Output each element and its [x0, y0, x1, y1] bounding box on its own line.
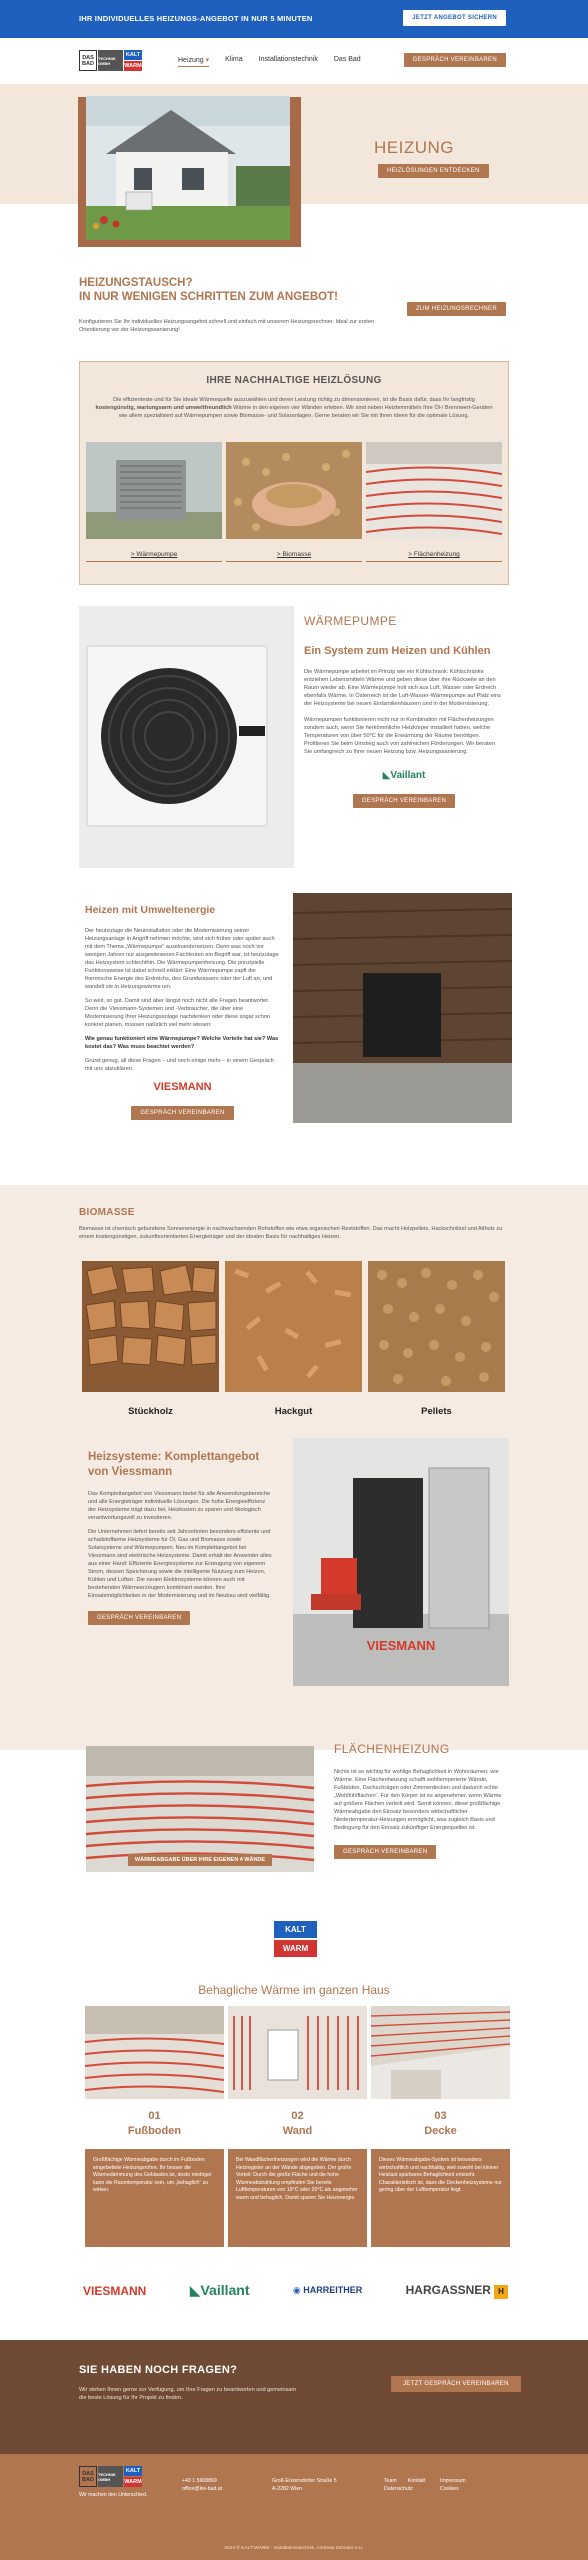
comfort-card-ceiling [371, 2006, 510, 2247]
ceiling-pipes-image [371, 2006, 510, 2099]
heatpump-appointment-button[interactable]: GESPRÄCH VEREINBAREN [353, 794, 455, 808]
heating-calculator-button[interactable]: ZUM HEIZUNGSRECHNER [407, 302, 506, 316]
biomass-label-hackgut: Hackgut [274, 1406, 313, 1417]
footer-link-impressum[interactable]: Impressum [440, 2478, 466, 2484]
floorheating-caption: WÄRMEABGABE ÜBER IHRE EIGENEN 4 WÄNDE [128, 1854, 272, 1866]
hargassner-badge-icon: H [494, 2285, 508, 2299]
footer [0, 2454, 588, 2560]
viessmann-logo-overlay: VIESMANN [366, 1638, 436, 1653]
intro-heading: HEIZUNGSTAUSCH? IN NUR WENIGEN SCHRITTEN ZUM ANGEBOT! [79, 277, 338, 303]
floorheating-image [366, 442, 502, 539]
footer-email[interactable]: office@kw-bad.at [182, 2485, 223, 2492]
footer-phone[interactable]: +43 1 5908869 [182, 2478, 217, 2484]
vaillant-heatpump-image [79, 606, 294, 868]
brand-logos [83, 2282, 508, 2299]
comfort-text-wall: Bei Wandflächenheizungen wird die Wärme durch Heizregister an der Wände abgegeben. Der große Vorteil: Durch die große Fläche und die hohe Wärmeabstrahlung empfinden Sie bereits Luftfemperaturen von 19°C oder 20°C als angenehm warm und behaglich. Damit sparen Sie Heizenergie. [228, 2149, 367, 2247]
nav-item-heizung[interactable]: Heizung ▾ [178, 56, 209, 67]
footer-logo[interactable] [79, 2466, 142, 2487]
main-navigation [0, 38, 588, 84]
secure-offer-button[interactable]: JETZT ANGEBOT SICHERN [403, 10, 506, 26]
sustainable-heading: IHRE NACHHALTIGE HEIZLÖSUNG [206, 375, 382, 386]
sustainable-solutions-section [79, 361, 509, 585]
link-biomasse[interactable]: > Biomasse [226, 551, 362, 562]
footer-link-team[interactable]: Team [384, 2478, 397, 2484]
complete-offer-heading: Heizsysteme: Komplettangebot von Viessmann [88, 1451, 260, 1478]
environment-energy-section [85, 904, 280, 1120]
comfort-num-01: 01 Fußboden [127, 2110, 182, 2137]
cta-appointment-button[interactable]: JETZT GESPRÄCH VEREINBAREN [391, 2376, 521, 2392]
environment-text-4: Grund genug, all diese Fragen – und noch einige mehr – in einem Gespräch mit uns abzuklären. [85, 1058, 274, 1072]
link-waermepumpe[interactable]: > Wärmepumpe [86, 551, 222, 562]
logo-das-bad: DAS BAD [79, 50, 97, 71]
footer-logo-warm: WARM [124, 2479, 142, 2485]
intro-text: Konfigurieren Sie Ihr individuelles Heizungsangebot schnell und einfach mit unserem Heizungsrechner. Ideal zur ersten Orientierung vor der Heizungssanierung! [79, 319, 375, 333]
brand-harreither: ◉ HARREITHER [292, 2285, 363, 2295]
heatpump-image [86, 442, 222, 539]
logo-warm: WARM [124, 63, 142, 69]
complete-offer-text-1: Das Komplettangebot von Viessmann bietet für alle Anwendungsbereiche und alle Energieträger individuelle Lösungen. Die hohe Energieeffizienz der Heizsysteme trägt dazu bei, Heizkosten zu sparen und ökologisch verantwortungsvoll zu investieren. [88, 1491, 271, 1521]
heatpump-text-2: Wärmepumpen funktionieren nicht nur in Kombination mit Flächenheizungen sondern auch, wenn Sie herkömmliche Heizkörper installiert haben, welche Temperaturen von über 50°C für die Erwärmung der Räume benötigen. Profitieren Sie beim Umstieg auch von zahlreichen Förderungen. Wir beraten Sie umfangreich zu Ihrer neuen Heizung bzw. Heizungssanierung. [304, 717, 495, 755]
outdoor-unit-wood-wall-image [293, 893, 512, 1123]
complete-offer-section [88, 1450, 273, 1625]
solution-card-floor[interactable] [366, 442, 502, 562]
nav-menu [178, 56, 361, 67]
heatpump-section [304, 614, 504, 808]
logo-kalt: KALT [125, 52, 141, 58]
brand-vaillant: ◣Vaillant [189, 2282, 250, 2298]
heatpump-text-1: Die Wärmepumpe arbeitet im Prinzip wie ein Kühlschrank: Kühlschränke entziehen Lebensmitteln Wärme und geben diese über ihre Rückseite an den Raum wieder ab. Eine Wärmepumpe holt sich aus Luft, Wasser oder Erdreich ebenfalls Wärme. In Österreich ist die Luft-Wasser-Wärmepumpe auf Platz eins der Heizsysteme bei neuen Einfamilienhäusern und in der Modernisierung. [304, 669, 501, 707]
firewood-image [82, 1261, 219, 1392]
biomass-item-hackgut [225, 1261, 362, 1417]
pellets-hands-image [226, 442, 362, 539]
vaillant-hare-icon: ◣ [382, 770, 391, 781]
floorheating-section [334, 1742, 504, 1859]
floor-pipes-image [85, 2006, 224, 2099]
environment-text-1: Der heutzutage die Neuinstallation oder die Modernisierung seiner Heizungsanlage in Angriff nehmen möchte, wird sich früher oder später auch mit dem Thema „Wärmepumpe“ auseinandersetzen. Denn was noch vor wenigen Jahren nur ausgewiesenen Fachleuten ein Begriff war, ist heutzutage das Heizsystem schlechthin. Die Wärmepumpenheizung. Die prinzipielle Funktionsweise ist dabei schnell erklärt: Eine Wärmepumpe zapft die thermische Energie des Erdreichs, des Grundwassers oder der Luft an, und wandelt sie in Heizungswärme um. [85, 928, 279, 990]
complete-offer-appointment-button[interactable]: GESPRÄCH VEREINBAREN [88, 1611, 190, 1625]
explore-solutions-button[interactable]: HEIZLÖSUNGEN ENTDECKEN [378, 164, 489, 178]
footer-logo-das-bad: DAS BAD [79, 2466, 97, 2487]
vaillant-logo: ◣Vaillant [382, 770, 426, 781]
footer-tagline: Wir machen den Unterschied. [79, 2492, 148, 2498]
floorheating-appointment-button[interactable]: GESPRÄCH VEREINBAREN [334, 1845, 436, 1859]
harreither-swirl-icon: ◉ [292, 2285, 301, 2295]
solution-card-biomass[interactable] [226, 442, 362, 562]
complete-offer-text-2: Die Unternehmen liefert bereits seit Jahrzehnten besonders effiziente und schadstoffarme Heizsysteme für Öl, Gas und Biomasse sowie Solarsysteme und Wärmepumpen. Neu im Komplettangebot bei Viessmann sind elektrische Heizsysteme. Damit erhält der Anwender alles aus einer Hand: Effiziente Energiesysteme zur Erzeugung von eigenem Strom, dessen Speicherung sowie die intelligente Nutzung zum Heizen, Kühlen und Lüften. Die neuen Elektrosysteme können auch mit bestehenden Wärmeerzeugern kombiniert werden. Ihre Einsatzmöglichkeiten in der Modernisierung und im Neubau sind vielfältig. [88, 1529, 272, 1599]
comfort-card-wall [228, 2006, 367, 2247]
promo-text: IHR INDIVIDUELLES HEIZUNGS-ANGEBOT IN NUR 5 MINUTEN [79, 14, 313, 23]
comfort-num-03: 03 Decke [424, 2110, 457, 2137]
pellets-image [368, 1261, 505, 1392]
environment-appointment-button[interactable]: GESPRÄCH VEREINBAREN [131, 1106, 233, 1120]
heatpump-heading: WÄRMEPUMPE [304, 614, 397, 628]
footer-link-kontakt[interactable]: Kontakt [408, 2478, 426, 2484]
floorheating-pipes-image [86, 1746, 314, 1872]
environment-heading: Heizen mit Umweltenergie [85, 904, 216, 916]
biomass-item-pellets [368, 1261, 505, 1417]
biomass-label-pellets: Pellets [421, 1406, 452, 1417]
footer-logo-kalt: KALT [125, 2468, 141, 2474]
environment-questions: Wie genau funktioniert eine Wärmepumpe? Welche Vorteile hat sie? Was kostet das? Was muss beachtet werden? [85, 1036, 279, 1050]
cta-text: Wir stehen Ihnen gerne zur Verfügung, um Ihre Fragen zu beantworten und gemeinsam die beste Lösung für Ihr Projekt zu finden. [79, 2387, 297, 2401]
comfort-text-floor: Großflächige Wärmeabgabe durch im Fußboden eingebettete Heizungsrohre. Ihr besser die Wärmedämmung des Gebäudes ist, desto niedriger kann die Raumtemperatur sein, um „behaglich“ zu wirken. [85, 2149, 224, 2247]
comfort-num-02: 02 Wand [282, 2110, 313, 2137]
viessmann-boiler-room-image [293, 1438, 509, 1686]
nav-item-das-bad[interactable]: Das Bad [333, 56, 361, 63]
link-flaechenheizung[interactable]: > Flächenheizung [366, 551, 502, 562]
biomass-label-stueckholz: Stückholz [128, 1406, 173, 1417]
footer-contact [182, 2478, 222, 2493]
biomass-heading: BIOMASSE [79, 1207, 135, 1218]
solution-card-heatpump[interactable] [86, 442, 222, 562]
brand-viessmann: VIESMANN [83, 2283, 147, 2298]
nav-item-klima[interactable]: Klima [225, 56, 243, 63]
nav-item-installationstechnik[interactable]: Installationstechnik [258, 56, 318, 63]
heatpump-subheading: Ein System zum Heizen und Kühlen [304, 645, 491, 657]
footer-address: Groß-Enzersdorfer Straße 5 A-2282 Wien [272, 2478, 337, 2492]
hero-house-image [86, 96, 290, 240]
kalt-warm-badge-logo: KALT WARM [274, 1921, 317, 1957]
biomass-item-stueckholz [82, 1261, 219, 1417]
viessmann-logo: VIESMANN [153, 1081, 212, 1093]
footer-copyright: 2024 © KALT-WARM · Installationstechnik, Andreas Zehnder e.U. [224, 2546, 364, 2551]
promo-bar [0, 0, 588, 38]
footer-links-2 [408, 2478, 426, 2486]
footer-logo-suffix: TECHNIK GMBH [98, 2466, 123, 2487]
woodchips-image [225, 1261, 362, 1392]
comfort-text-ceiling: Dieses Wärmeabgabe-System ist besonders wirtschaftlich und nachhaltig, weil sowohl bei kleiner Heizlast spürbares Behaglichkeit entsteht. Charakteristisch ist, dass die Deckenheizsysteme nur gering über der Lufttemperatur liegt. [371, 2149, 510, 2247]
nav-appointment-button[interactable]: GESPRÄCH VEREINBAREN [404, 53, 506, 67]
cta-heading: SIE HABEN NOCH FRAGEN? [79, 2364, 238, 2376]
chevron-down-icon: ▾ [205, 57, 210, 64]
comfort-card-floor [85, 2006, 224, 2247]
footer-link-datenschutz[interactable]: Datenschutz [384, 2485, 413, 2492]
wall-pipes-image [228, 2006, 367, 2099]
floorheating-text: Nichts ist so wichtig für wohlige Behaglichkeit in Wohnräumen, wie Wärme. Eine Flächenheizung schafft wohltemperierte Wände, Fußböden, Dachschrägen oder Zimmerdecken und dadurch echte „Wohlfühlflächen“. Für den Körper ist es angenehmer, wenn Wärme auf größere Flächen verteilt wird. Somit können, diese großflächige Wärmeabgabe den Einsatz besonders wirtschaftlicher Niedertemperatur-Heizungen ermöglicht, was zugleich Basis und Bedingung für den Einsatz zukünftiger Energiequellen ist. [334, 1769, 502, 1831]
comfort-heading: Behagliche Wärme im ganzen Haus [198, 1983, 390, 1997]
brand-hargassner: HARGASSNER H [406, 2283, 508, 2299]
environment-text-2: So weit, so gut. Damit sind aber längst noch nicht alle Fragen beantwortet. Denn die Viessmann-Systemen und -Verbraucher, die über eine Modernisierung Ihrer Heizungsanlage nachdenken oder diese sogar schon konkret planen, müssen natürlich viel mehr wissen: [85, 998, 271, 1028]
contact-cta-section [0, 2340, 588, 2454]
sustainable-text: Die effizienteste und für Sie ideale Wärmequelle auszuwählen und deren Leistung richtig zu dimensionieren, ist die Basis dafür, dass Ihr langfristig kostengünstig, wartungsarm und umweltfreundlich Wärme in den eigenen vier Wänden erleben. Wir sind neben Heiztemmitteln Ihre Öl-/ Brennwert-Geräten wie allem spezialisiert auf Wärmepumpen sowie Biomasse- und Solaranlagen. Gerne beraten wir Sie mit Ihren Ideen für die optimale Lösung. [95, 397, 493, 419]
logo-suffix: TECHNIK GMBH [98, 50, 123, 71]
floorheating-heading: FLÄCHENHEIZUNG [334, 1742, 450, 1756]
company-logo[interactable] [79, 50, 142, 71]
biomass-text: Biomasse ist chemisch gebundene Sonnenenergie in nachwachsenden Rohstoffen wie etwa organischen Reststoffen. Das macht Holzpellets, Hackschnitzel und Altholz zu einem kostengünstigen, zukunftsorientierten Energieträger und der idealen Basis für nachhaltiges Heizen. [79, 1226, 503, 1240]
page-title: HEIZUNG [374, 138, 454, 157]
footer-link-cookies[interactable]: Cookies [440, 2485, 459, 2492]
vaillant-hare-icon: ◣ [189, 2282, 201, 2298]
footer-links-3 [440, 2478, 466, 2493]
